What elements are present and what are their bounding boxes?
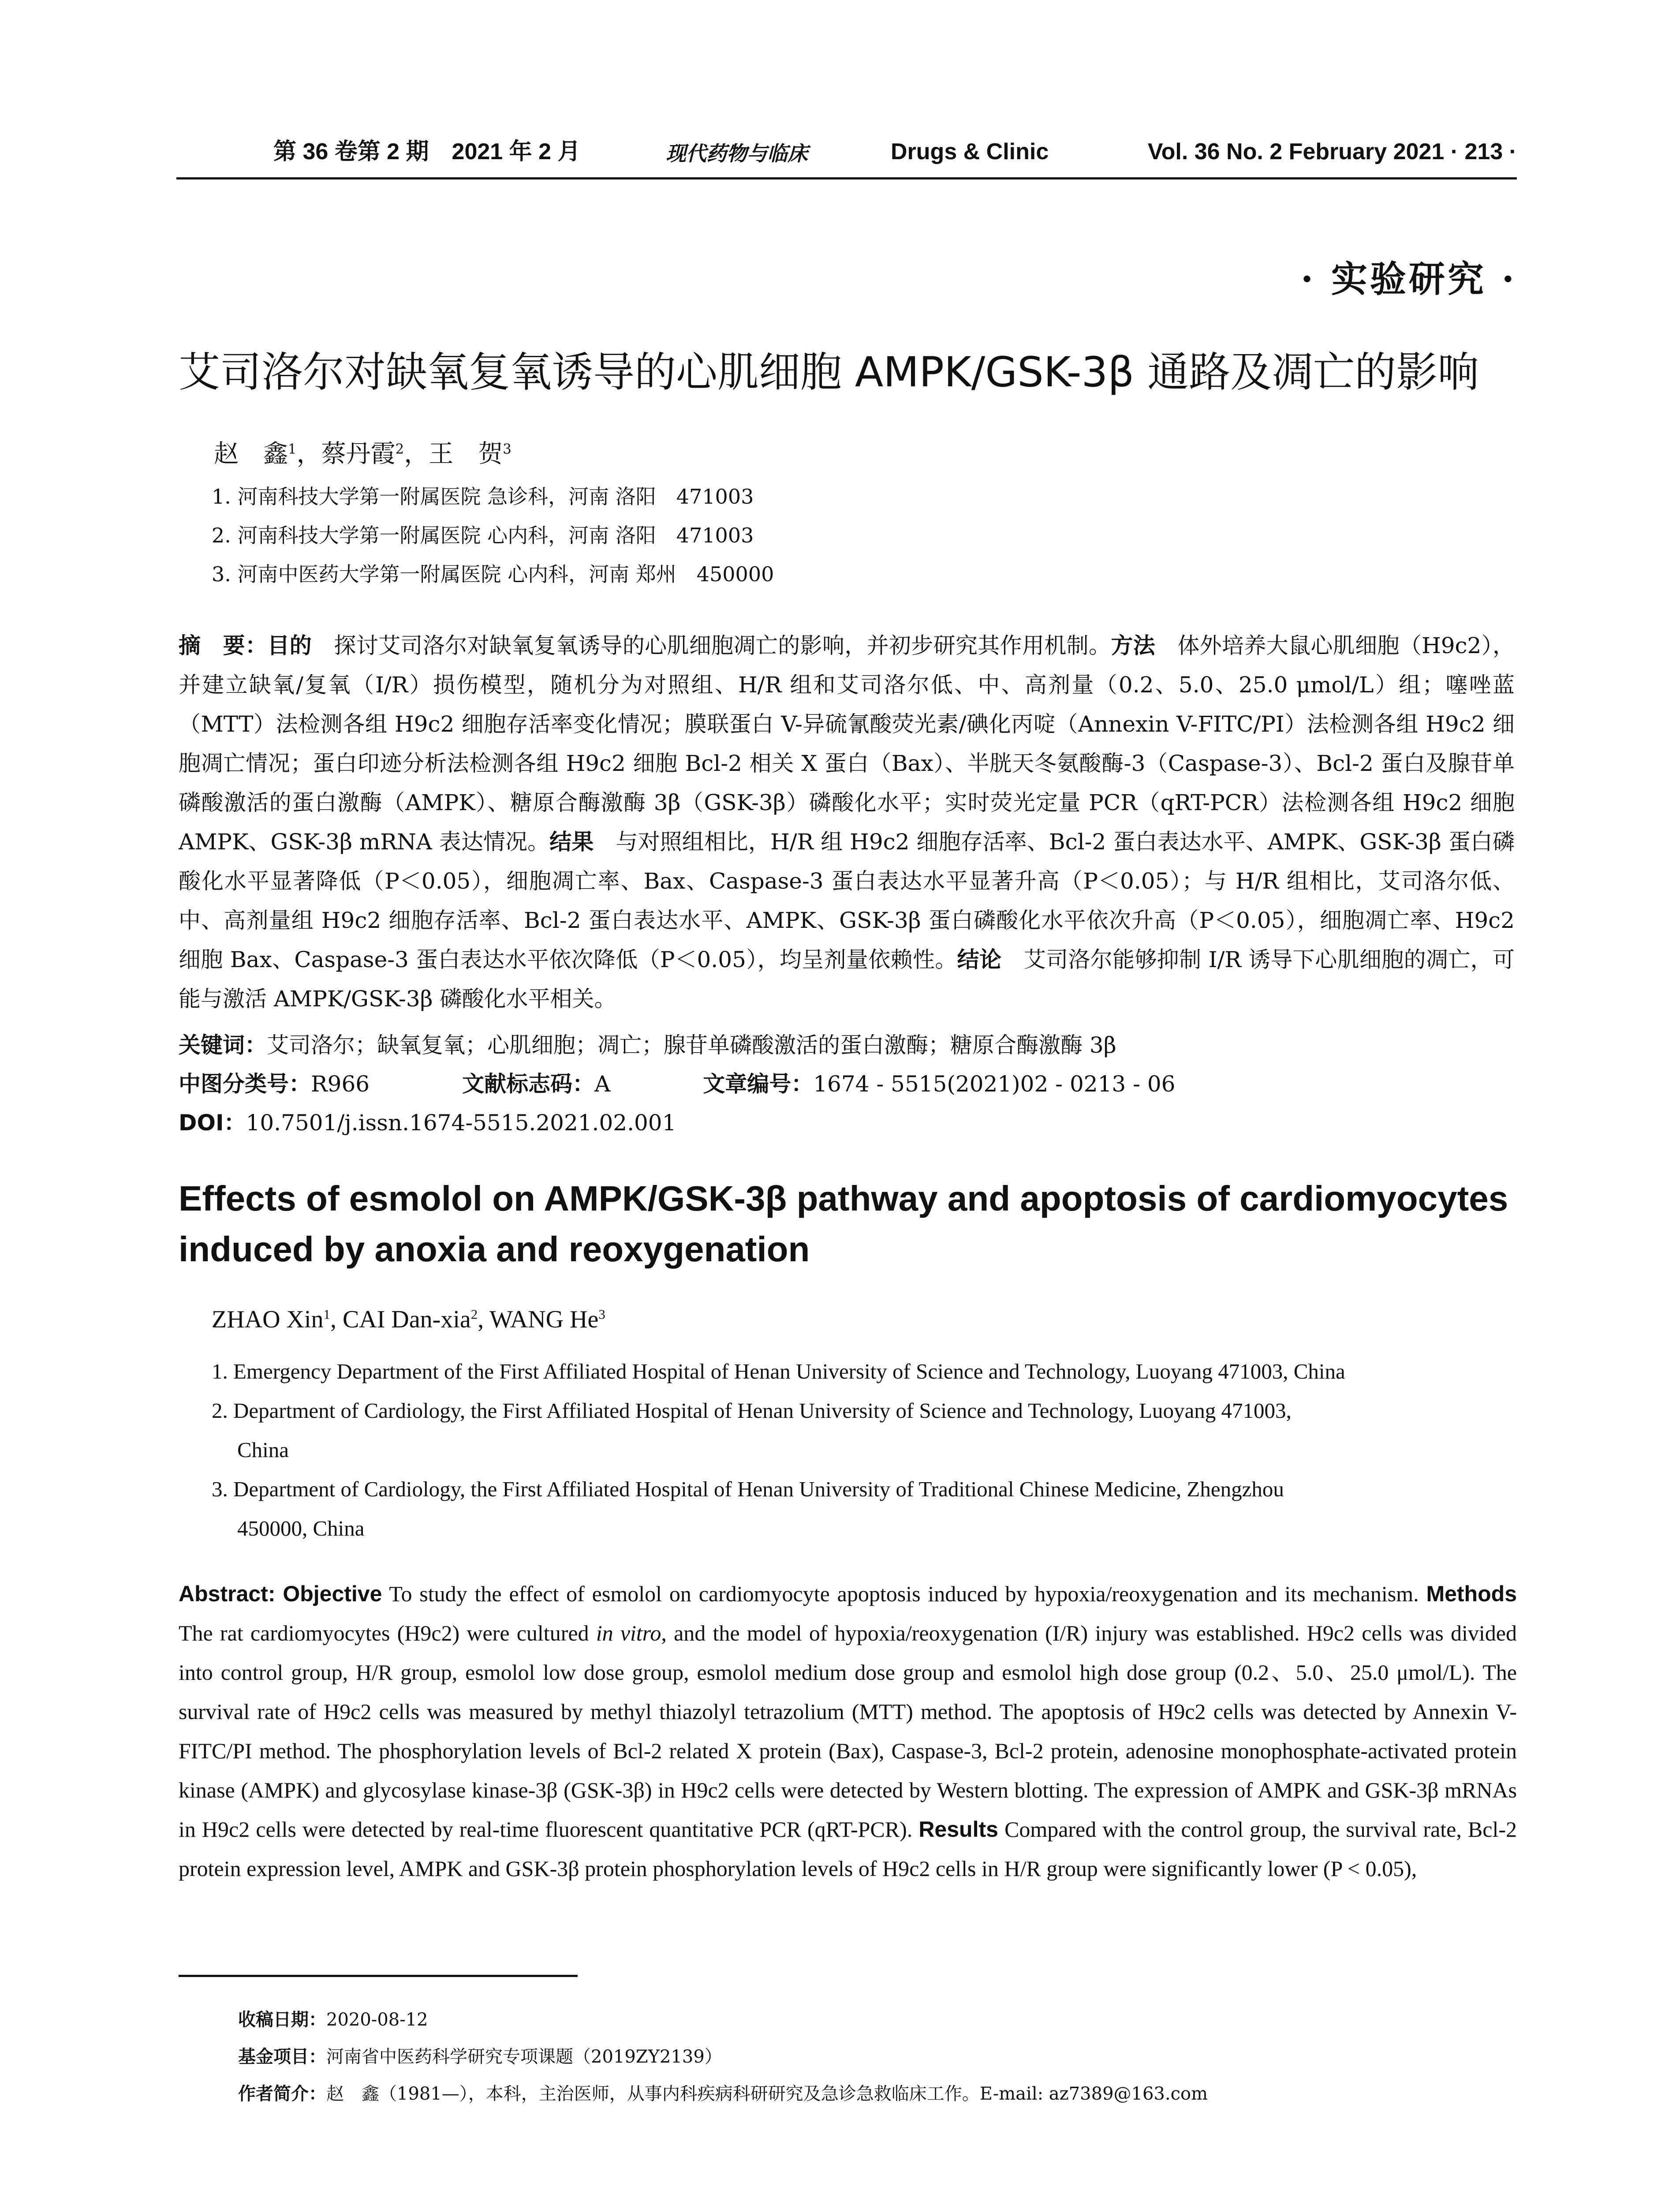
objective-en-label: Objective bbox=[283, 1581, 382, 1606]
results-cn-text: 与对照组相比，H/R 组 H9c2 细胞存活率、Bcl-2 蛋白表达水平、AMPK、GSK-3β 蛋白磷酸化水平显著降低（P＜0.05），细胞凋亡率、Bax、Caspase-3 蛋白表达水平显著升高（P＜0.05）；与 H/R 组相比，艾司洛尔低、中、高剂量组 H9c2 细胞存活率、Bcl-2 蛋白表达水平、AMPK、GSK-3β 蛋白磷酸化水平依次升高（P＜0.05），细胞凋亡率、H9c2 细胞 Bax、Caspase-3 蛋白表达水平依次降低（P＜0.05），均呈剂量依赖性。 bbox=[179, 829, 1515, 972]
title-cn: 艾司洛尔对缺氧复氧诱导的心肌细胞 AMPK/GSK-3β 通路及凋亡的影响 bbox=[179, 348, 1479, 396]
affiliation-cn-1: 1. 河南科技大学第一附属医院 急诊科，河南 洛阳 471003 bbox=[212, 485, 754, 508]
keywords bbox=[179, 1028, 1116, 1059]
affiliation-en-1-text: 1. Emergency Department of the First Affiliated Hospital of Henan University of Science and Technology, Luoyang 471003, China bbox=[212, 1359, 1345, 1383]
author-en-3: , WANG He bbox=[478, 1306, 599, 1333]
authors-cn bbox=[214, 434, 511, 470]
fund-value: 河南省中医药科学研究专项课题（2019ZY2139） bbox=[326, 2047, 722, 2067]
objective-cn-text: 探讨艾司洛尔对缺氧复氧诱导的心肌细胞凋亡的影响，并初步研究其作用机制。 bbox=[312, 633, 1111, 658]
author-en-2-sup: 2 bbox=[470, 1307, 478, 1322]
results-cn-label: 结果 bbox=[549, 829, 594, 855]
affiliation-en-3-cont: 450000, China bbox=[237, 1516, 365, 1540]
fund-label: 基金项目： bbox=[238, 2047, 326, 2067]
affiliation-en-2-cont: China bbox=[237, 1438, 289, 1462]
abstract-en bbox=[179, 1574, 1517, 1888]
keywords-label: 关键词： bbox=[179, 1032, 267, 1058]
footnote-fund bbox=[238, 2043, 722, 2068]
header-issue-en: Vol. 36 No. 2 February 2021 · 213 · bbox=[1147, 139, 1517, 164]
affiliation-en-3-text: 3. Department of Cardiology, the First Affiliated Hospital of Henan University of Traditional Chinese Medicine, Zhengzhou bbox=[212, 1477, 1284, 1501]
doi-value: 10.7501/j.issn.1674-5515.2021.02.001 bbox=[246, 1110, 676, 1136]
footnote-bio bbox=[238, 2080, 1208, 2105]
affiliation-en-2-text: 2. Department of Cardiology, the First Affiliated Hospital of Henan University of Science and Technology, Luoyang 471003, bbox=[212, 1398, 1292, 1423]
bio-label: 作者简介： bbox=[238, 2084, 326, 2104]
doc-code-value: A bbox=[594, 1071, 611, 1097]
abstract-en-label: Abstract: bbox=[179, 1581, 276, 1606]
author-en-3-sup: 3 bbox=[598, 1307, 605, 1322]
doi bbox=[179, 1105, 676, 1137]
methods-en-label: Methods bbox=[1426, 1581, 1517, 1606]
header-journal-cn: 现代药物与临床 bbox=[666, 142, 808, 165]
header-issue-cn: 第 36 卷第 2 期 2021 年 2 月 bbox=[273, 139, 581, 164]
author-cn-3-sup: 3 bbox=[503, 441, 511, 457]
objective-cn-label: 目的 bbox=[267, 633, 312, 658]
objective-en-text: To study the effect of esmolol on cardiomyocyte apoptosis induced by hypoxia/reoxygenation and its mechanism. bbox=[382, 1581, 1419, 1606]
received-label: 收稿日期： bbox=[238, 2010, 326, 2030]
bio-value: 赵 鑫（1981—），本科，主治医师，从事内科疾病科研研究及急诊急救临床工作。E-mail: az7389@163.com bbox=[326, 2084, 1208, 2104]
author-cn-2: ，蔡丹霞 bbox=[296, 440, 396, 468]
received-value: 2020-08-12 bbox=[326, 2010, 428, 2030]
methods-en-text-a: The rat cardiomyocytes (H9c2) were cultured bbox=[179, 1621, 596, 1645]
affiliation-cn-3: 3. 河南中医药大学第一附属医院 心内科，河南 郑州 450000 bbox=[212, 562, 774, 586]
author-en-2: , CAI Dan-xia bbox=[330, 1306, 471, 1333]
header-rule bbox=[176, 177, 1517, 179]
abstract-cn-label: 摘 要： bbox=[179, 633, 268, 658]
clc-label: 中图分类号： bbox=[179, 1071, 311, 1097]
footnote-received bbox=[238, 2006, 428, 2031]
in-vitro-text: in vitro bbox=[596, 1621, 661, 1645]
author-cn-2-sup: 2 bbox=[395, 441, 404, 457]
affiliation-en-1 bbox=[212, 1352, 1517, 1391]
methods-en-text-b: , and the model of hypoxia/reoxygenation (I/R) injury was established. H9c2 cells was divided into control group, H/R group, esmolol low dose group, esmolol medium dose group and esmolol high dose group (0.2、5.0、25.0 μmol/L). The survival rate of H9c2 cells was measured by methyl thiazolyl tetrazolium (MTT) method. The apoptosis of H9c2 cells was detected by Annexin V-FITC/PI method. The phosphorylation levels of Bcl-2 related X protein (Bax), Caspase-3, Bcl-2 protein, adenosine monophosphate-activated protein kinase (AMPK) and glycosylase kinase-3β (GSK-3β) in H9c2 cells were detected by Western blotting. The expression of AMPK and GSK-3β mRNAs in H9c2 cells were detected by real-time fluorescent quantitative PCR (qRT-PCR). bbox=[179, 1621, 1517, 1842]
author-cn-1: 赵 鑫 bbox=[214, 440, 288, 468]
abstract-cn bbox=[179, 626, 1515, 1019]
footnote-rule bbox=[179, 1975, 578, 1977]
author-en-1-sup: 1 bbox=[323, 1307, 330, 1322]
authors-en bbox=[212, 1305, 605, 1334]
article-no-value: 1674 - 5515(2021)02 - 0213 - 06 bbox=[813, 1071, 1176, 1097]
clc-value: R966 bbox=[311, 1071, 370, 1097]
doi-label: DOI： bbox=[179, 1110, 246, 1136]
results-en-label: Results bbox=[918, 1817, 998, 1842]
results-en-text: Compared with the control group, the survival rate, Bcl-2 protein expression level, AMPK and GSK-3β protein phosphorylation levels of H9c2 cells in H/R group were significantly lower (P < 0.05), bbox=[179, 1817, 1517, 1881]
methods-cn-label: 方法 bbox=[1111, 633, 1156, 658]
conclusion-cn-label: 结论 bbox=[957, 947, 1002, 972]
affiliation-cn-2: 2. 河南科技大学第一附属医院 心内科，河南 洛阳 471003 bbox=[212, 523, 754, 547]
header-journal-en: Drugs & Clinic bbox=[891, 139, 1049, 164]
methods-cn-text: 体外培养大鼠心肌细胞（H9c2），并建立缺氧/复氧（I/R）损伤模型，随机分为对照组、H/R 组和艾司洛尔低、中、高剂量（0.2、5.0、25.0 μmol/L）组；噻唑蓝（MTT）法检测各组 H9c2 细胞存活率变化情况；膜联蛋白 V-异硫氰酸荧光素/碘化丙啶（Annexin V-FITC/PI）法检测各组 H9c2 细胞凋亡情况；蛋白印迹分析法检测各组 H9c2 细胞 Bcl-2 相关 X 蛋白（Bax）、半胱天冬氨酸酶-3（Caspase-3）、Bcl-2 蛋白及腺苷单磷酸激活的蛋白激酶（AMPK）、糖原合酶激酶 3β（GSK-3β）磷酸化水平；实时荧光定量 PCR（qRT-PCR）法检测各组 H9c2 细胞 AMPK、GSK-3β mRNA 表达情况。 bbox=[179, 633, 1515, 855]
conclusion-cn-text: 艾司洛尔能够抑制 I/R 诱导下心肌细胞的凋亡，可能与激活 AMPK/GSK-3β 磷酸化水平相关。 bbox=[179, 947, 1515, 1012]
author-en-1: ZHAO Xin bbox=[212, 1306, 324, 1333]
section-label: · 实验研究 · bbox=[1300, 258, 1517, 300]
title-en: Effects of esmolol on AMPK/GSK-3β pathway and apoptosis of cardiomyocytes induced by anoxia and reoxygenation bbox=[179, 1179, 1508, 1269]
affiliation-en-3 bbox=[212, 1469, 1517, 1548]
doc-code-label: 文献标志码： bbox=[462, 1071, 595, 1097]
article-no-label: 文章编号： bbox=[703, 1071, 814, 1097]
author-cn-1-sup: 1 bbox=[288, 441, 297, 457]
classification bbox=[179, 1066, 1176, 1098]
affiliation-en-2 bbox=[212, 1391, 1517, 1469]
author-cn-3: ，王 贺 bbox=[404, 440, 503, 468]
keywords-value: 艾司洛尔；缺氧复氧；心肌细胞；凋亡；腺苷单磷酸激活的蛋白激酶；糖原合酶激酶 3β bbox=[267, 1032, 1116, 1058]
